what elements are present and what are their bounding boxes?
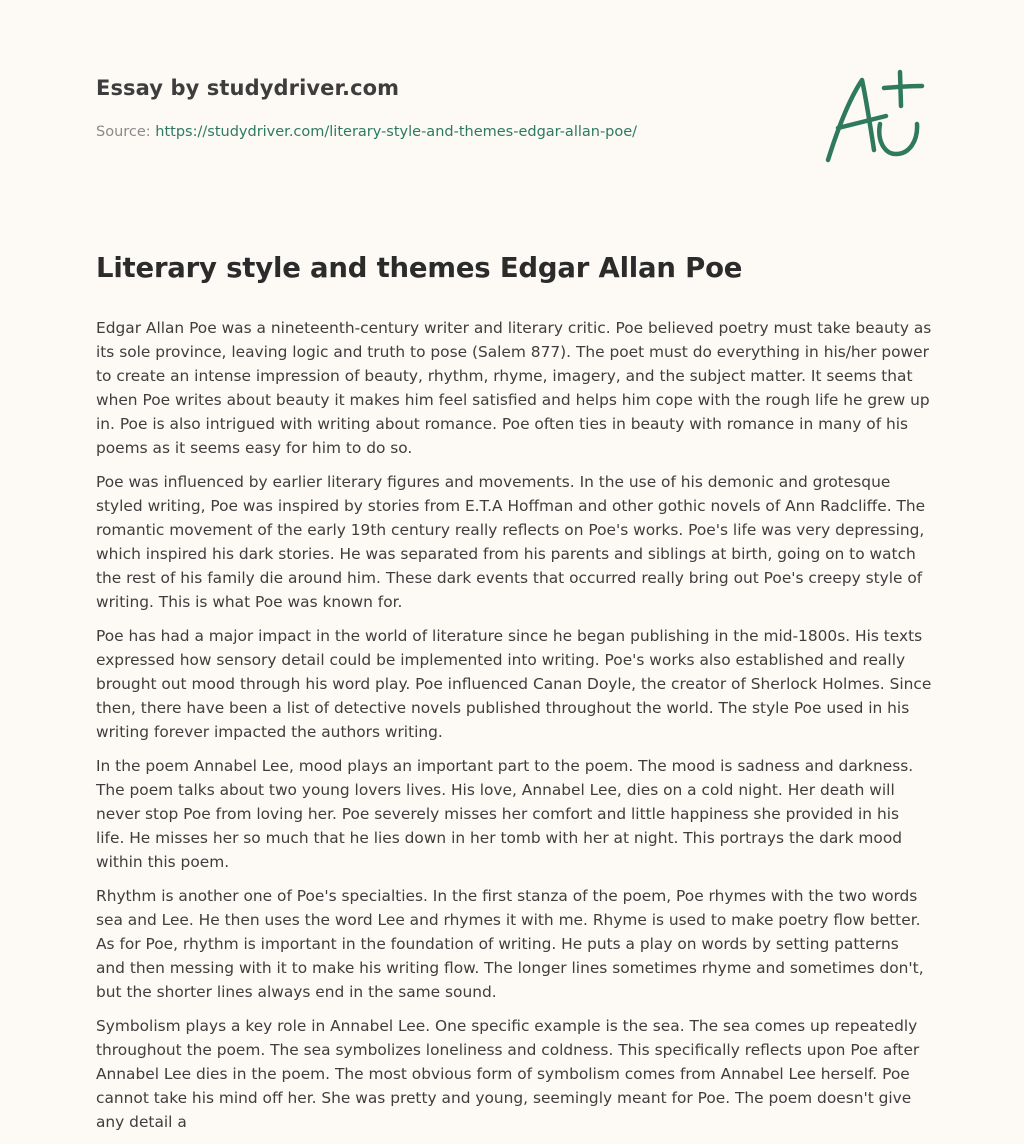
- essay-paragraph: Symbolism plays a key role in Annabel Lee. One specific example is the sea. The sea comes up repeatedly throughout the poem. The sea symbolizes loneliness and coldness. This specifically reflects upon Poe after Annabel Lee dies in the poem. The most obvious form of symbolism comes from Annabel Lee herself. Poe cannot take his mind off her. She was pretty and young, seemingly meant for Poe. The poem doesn't give any detail a: [96, 1017, 920, 1131]
- essay-paragraph: Rhythm is another one of Poe's specialties. In the first stanza of the poem, Poe rhymes with the two words sea and Lee. He then uses the word Lee and rhymes it with me. Rhyme is used to make poetry flow better. As for Poe, rhythm is important in the foundation of writing. He puts a play on words by setting patterns and then messing with it to make his writing flow. The longer lines sometimes rhyme and sometimes don't, but the shorter lines always end in the same sound.: [96, 887, 924, 1001]
- brand-heading: Essay by studydriver.com: [96, 76, 400, 100]
- essay-body: [96, 316, 932, 1144]
- a-plus-logo-icon: [820, 66, 930, 166]
- essay-paragraph: Edgar Allan Poe was a nineteenth-century writer and literary critic. Poe believed poetry must take beauty as its sole province, leaving logic and truth to pose (Salem 877). The poet must do everything in his/her power to create an intense impression of beauty, rhythm, rhyme, imagery, and the subject matter. It seems that when Poe writes about beauty it makes him feel satisfied and helps him cope with the rough life he grew up in. Poe is also intrigued with writing about romance. Poe often ties in beauty with romance in many of his poems as it seems easy for him to do so.: [96, 319, 932, 457]
- source-line: [96, 124, 637, 140]
- essay-paragraph: In the poem Annabel Lee, mood plays an important part to the poem. The mood is sadness and darkness. The poem talks about two young lovers lives. His love, Annabel Lee, dies on a cold night. Her death will never stop Poe from loving her. Poe severely misses her comfort and little happiness she provided in his life. He misses her so much that he lies down in her tomb with her at night. This portrays the dark mood within this poem.: [96, 757, 914, 871]
- source-link[interactable]: https://studydriver.com/literary-style-and-themes-edgar-allan-poe/: [155, 124, 638, 140]
- essay-paragraph: Poe has had a major impact in the world of literature since he began publishing in the mid-1800s. His texts expressed how sensory detail could be implemented into writing. Poe's works also established and really brought out mood through his word play. Poe influenced Canan Doyle, the creator of Sherlock Holmes. Since then, there have been a list of detective novels published throughout the world. The style Poe used in his writing forever impacted the authors writing.: [96, 627, 932, 741]
- source-label: Source:: [96, 124, 151, 140]
- essay-title: Literary style and themes Edgar Allan Poe: [96, 252, 743, 284]
- essay-paragraph: Poe was influenced by earlier literary figures and movements. In the use of his demonic and grotesque styled writing, Poe was inspired by stories from E.T.A Hoffman and other gothic novels of Ann Radcliffe. The romantic movement of the early 19th century really reflects on Poe's works. Poe's life was very depressing, which inspired his dark stories. He was separated from his parents and siblings at birth, going on to watch the rest of his family die around him. These dark events that occurred really bring out Poe's creepy style of writing. This is what Poe was known for.: [96, 473, 926, 611]
